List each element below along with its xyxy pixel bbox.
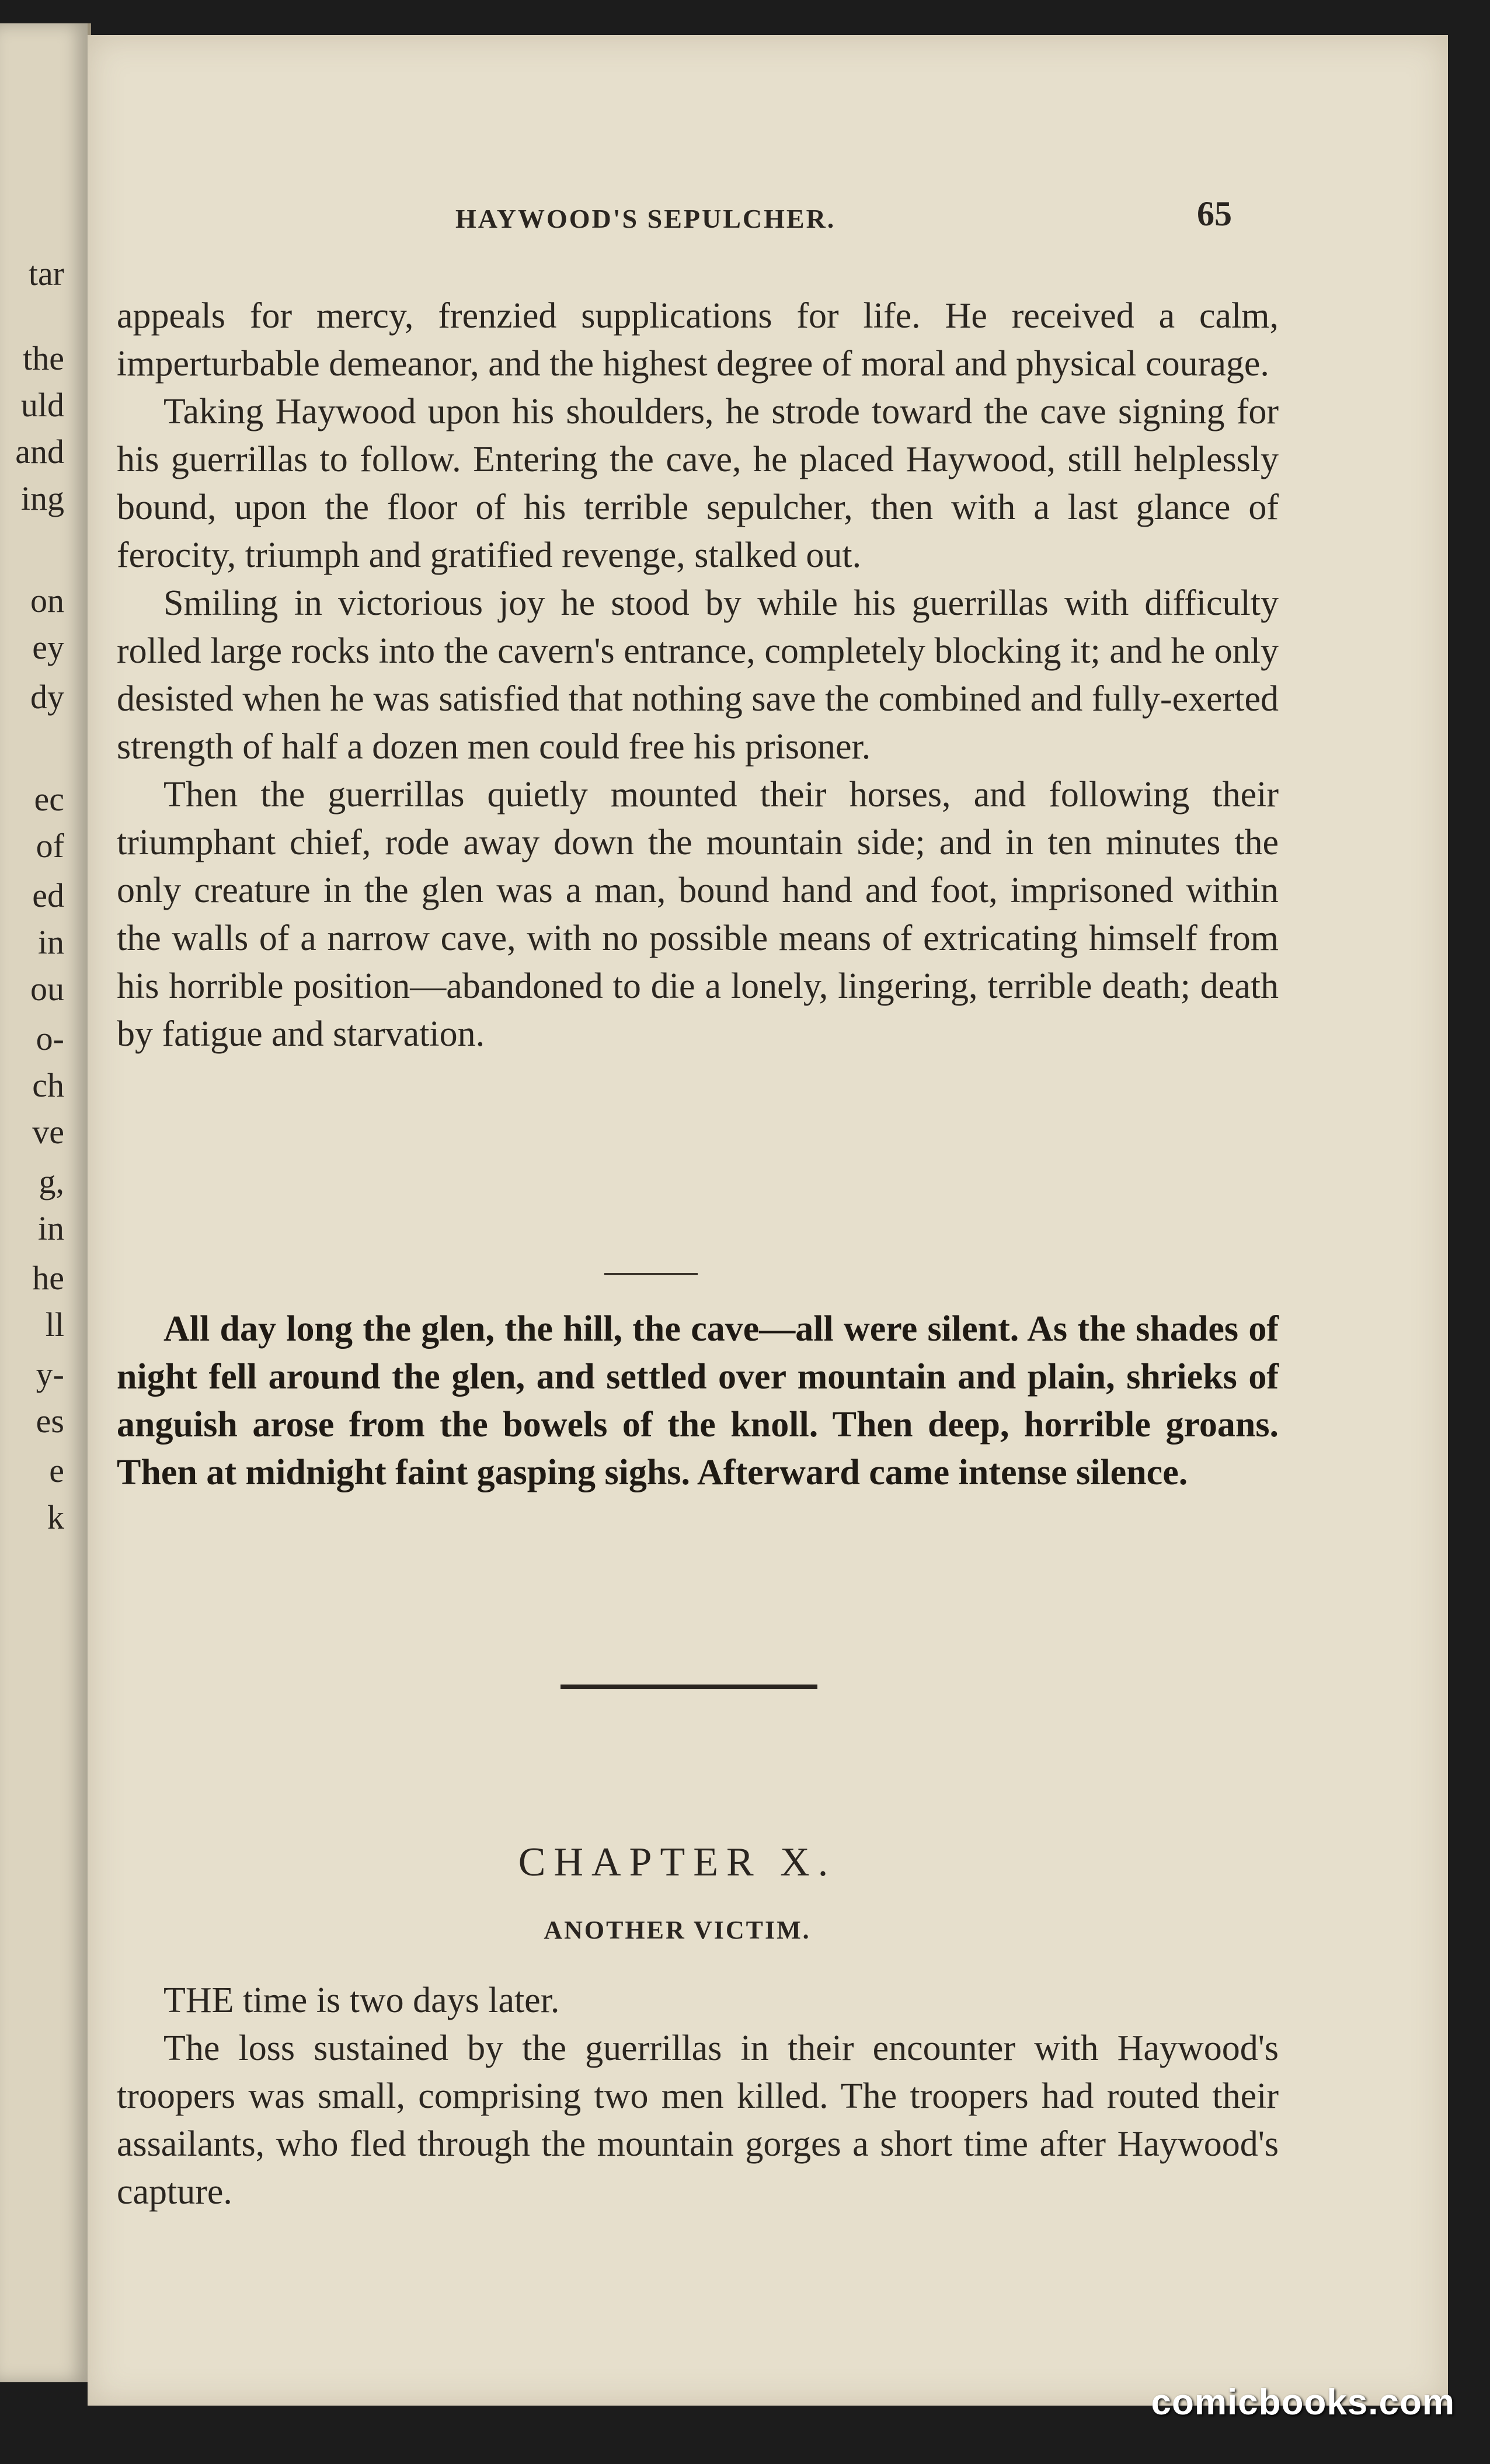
left-page-fragment: and bbox=[15, 433, 64, 471]
paragraph: Then the guerrillas quietly mounted their horses, and following their triumphant chief, rode away down the mountain side; and in ten minutes the only creature in the glen was a man, bound hand and foot, imprisoned within the walls of a narrow cave, with no possible means of extricating himself from his horrible position—abandoned to die a lonely, lingering, terrible death; death by fatigue and starvation. bbox=[117, 775, 1279, 1054]
page-header bbox=[88, 181, 1448, 234]
body-text-block bbox=[117, 1305, 1279, 1497]
left-page-fragment: dy bbox=[30, 678, 64, 716]
body-text-block bbox=[117, 1976, 1279, 2216]
watermark: comicbooks.com bbox=[1151, 2382, 1455, 2423]
left-page-fragment: ou bbox=[30, 970, 64, 1008]
left-page-fragment: he bbox=[32, 1259, 64, 1297]
paragraph: The loss sustained by the guerrillas in their encounter with Haywood's troopers was small, comprising two men killed. The troopers had routed their assailants, who fled through the mountain gorges a short time after Haywood's capture. bbox=[117, 2028, 1279, 2212]
left-page-fragment: on bbox=[30, 582, 64, 620]
running-head: HAYWOOD'S SEPULCHER. bbox=[455, 204, 836, 234]
body-text-block bbox=[117, 292, 1279, 1058]
paragraph: All day long the glen, the hill, the cave—all were silent. As the shades of night fell around the glen, and settled over mountain and plain, shrieks of anguish arose from the bowels of the knoll. Then deep, horrible groans. Then at midnight faint gasping sighs. Afterward came intense silence. bbox=[117, 1309, 1279, 1492]
left-page-fragment: ch bbox=[32, 1066, 64, 1104]
left-page-fragment: in bbox=[37, 923, 64, 961]
chapter-divider bbox=[561, 1685, 817, 1689]
left-page-fragment: ll bbox=[45, 1306, 64, 1344]
left-page-fragment: of bbox=[36, 827, 64, 865]
section-divider bbox=[604, 1273, 698, 1275]
left-page-fragment: y- bbox=[36, 1355, 64, 1393]
chapter-subtitle: ANOTHER VICTIM. bbox=[544, 1916, 811, 1944]
chapter-title: CHAPTER X. bbox=[518, 1840, 837, 1885]
left-page-fragment: uld bbox=[20, 386, 64, 424]
left-page-fragment: es bbox=[36, 1402, 64, 1440]
left-page-fragment: ey bbox=[32, 628, 64, 666]
left-page-fragment: in bbox=[37, 1209, 64, 1247]
left-page-fragment: k bbox=[47, 1498, 64, 1536]
paragraph: Taking Haywood upon his shoulders, he strode toward the cave signing for his guerrillas to follow. Entering the cave, he placed Haywood, still helplessly bound, upon the floor of his terrible sepulcher, then with a last glance of ferocity, triumph and gratified revenge, stalked out. bbox=[117, 392, 1279, 575]
left-page-fragment: ing bbox=[20, 479, 64, 517]
left-page-fragment: ed bbox=[32, 876, 64, 914]
left-page-edge bbox=[0, 23, 91, 2382]
left-page-fragment: tar bbox=[28, 255, 64, 293]
paragraph: appeals for mercy, frenzied supplications for life. He received a calm, imperturbable demeanor, and the highest degree of moral and physical courage. bbox=[117, 296, 1279, 384]
paragraph: Smiling in victorious joy he stood by while his guerrillas with difficulty rolled large rocks into the cavern's entrance, completely blocking it; and he only desisted when he was satisfied that nothing save the combined and fully-exerted strength of half a dozen men could free his prisoner. bbox=[117, 583, 1279, 767]
page-number: 65 bbox=[1197, 194, 1232, 233]
left-page-fragment: ve bbox=[32, 1113, 64, 1151]
left-page-fragment: o- bbox=[36, 1019, 64, 1057]
left-page-fragment: ec bbox=[34, 780, 64, 818]
left-page-fragment: e bbox=[49, 1452, 64, 1489]
left-page-fragment: g, bbox=[39, 1163, 64, 1200]
paragraph: THE time is two days later. bbox=[163, 1981, 560, 2020]
book-page bbox=[88, 35, 1448, 2406]
left-page-fragment: the bbox=[23, 339, 64, 377]
